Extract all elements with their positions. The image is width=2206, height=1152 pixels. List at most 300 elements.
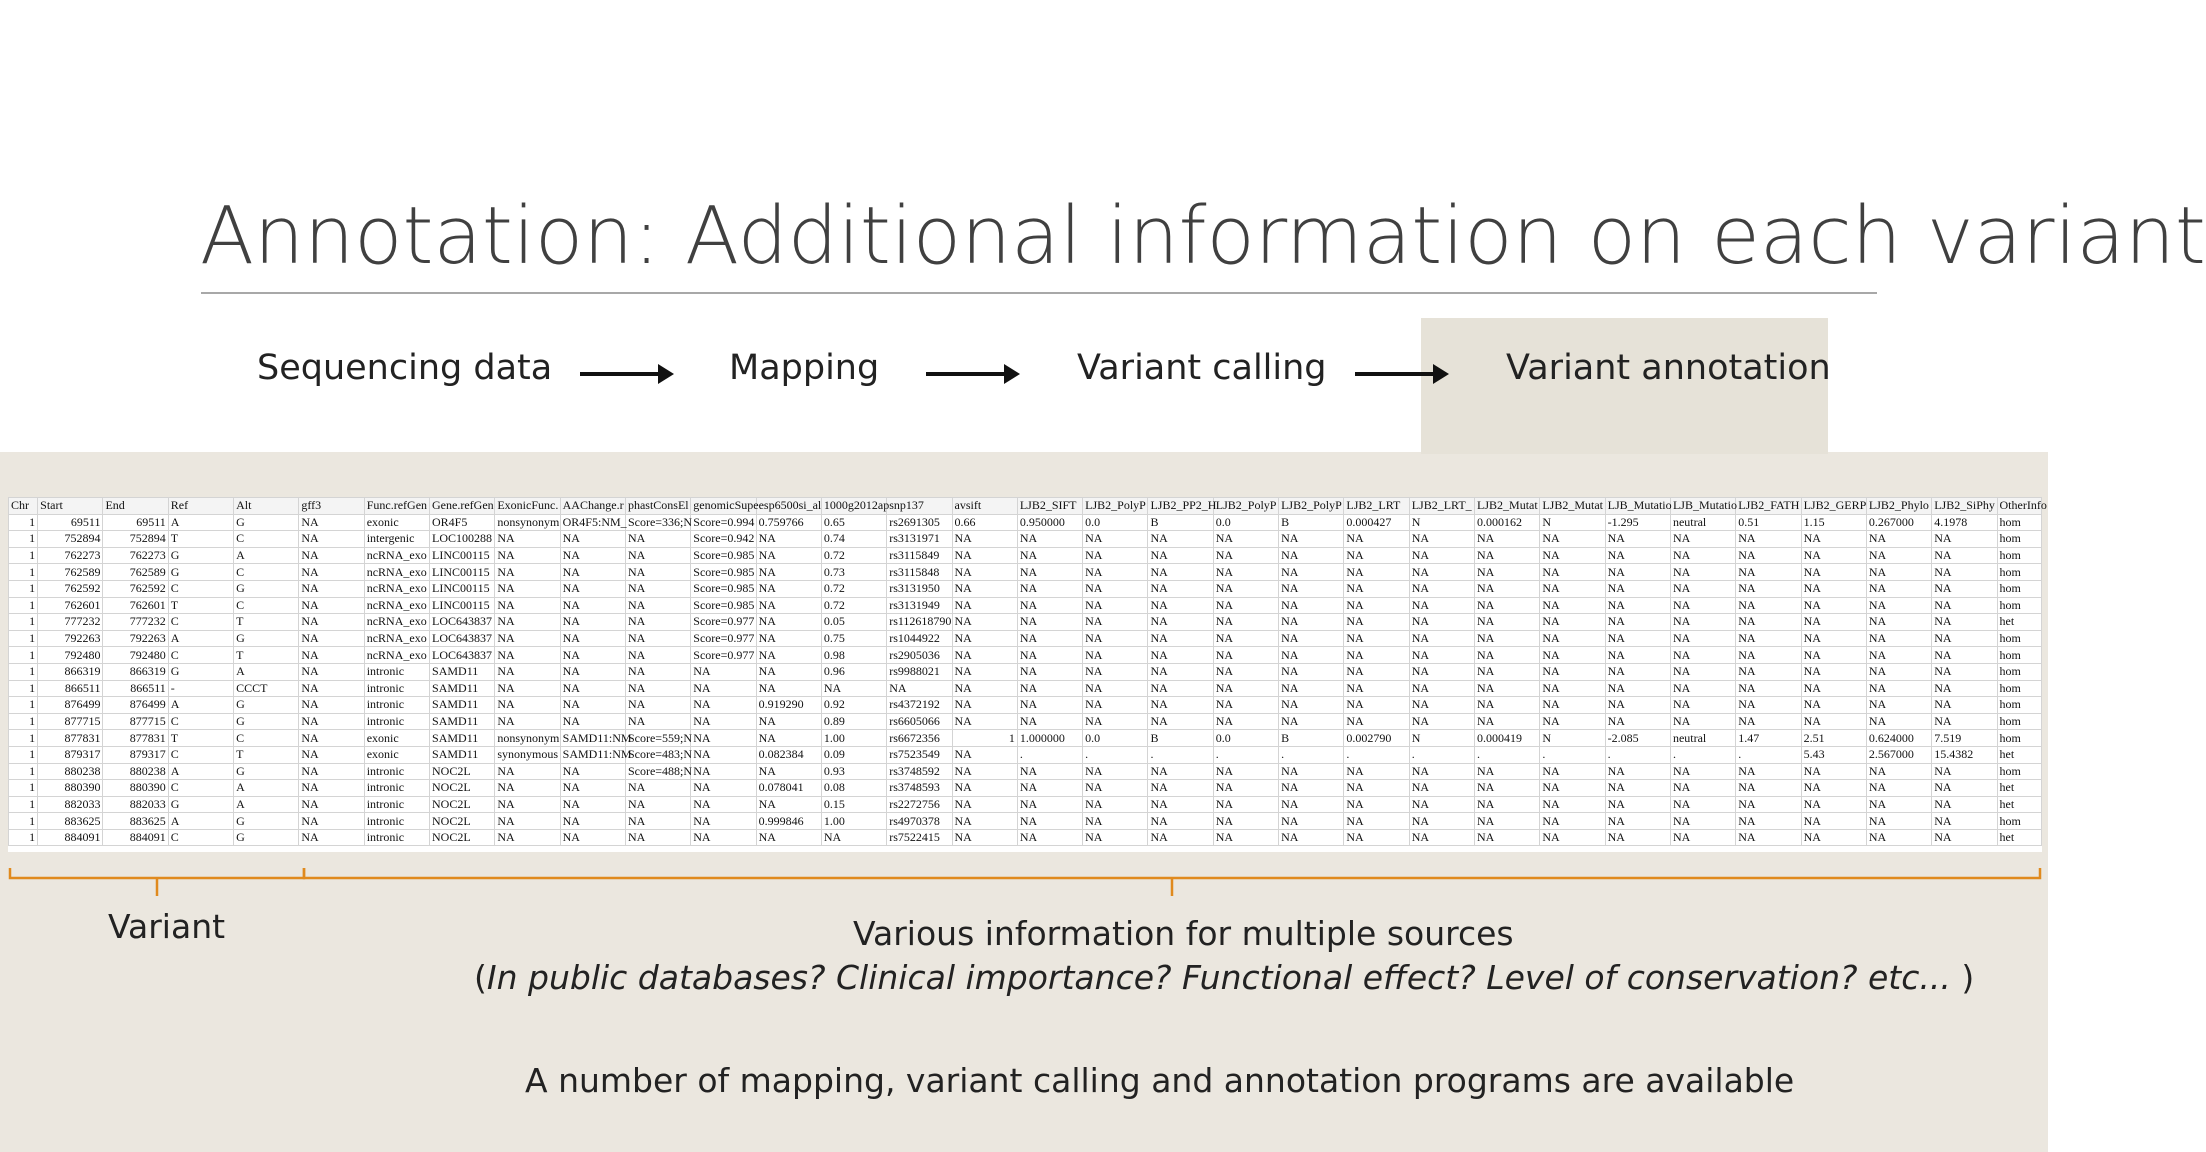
step-variant-calling: Variant calling bbox=[1077, 348, 1327, 388]
table-cell: intronic bbox=[364, 829, 429, 846]
table-cell: NA bbox=[1017, 697, 1082, 714]
table-cell: NA bbox=[952, 630, 1017, 647]
table-cell: NOC2L bbox=[430, 763, 495, 780]
table-cell: nonsynonym bbox=[495, 730, 560, 747]
table-cell: NA bbox=[1017, 763, 1082, 780]
table-cell: NA bbox=[495, 647, 560, 664]
table-cell: 0.65 bbox=[821, 514, 886, 531]
table-cell: NA bbox=[1148, 713, 1213, 730]
table-cell: T bbox=[234, 746, 299, 763]
table-cell: NA bbox=[1932, 763, 1997, 780]
table-cell: SAMD11 bbox=[430, 746, 495, 763]
table-cell: 877715 bbox=[103, 713, 168, 730]
table-cell: NA bbox=[1409, 763, 1474, 780]
table-cell: NA bbox=[1932, 647, 1997, 664]
table-cell: NA bbox=[560, 564, 625, 581]
table-cell: NA bbox=[756, 647, 821, 664]
table-cell: NA bbox=[1540, 564, 1605, 581]
table-cell: NA bbox=[1475, 547, 1540, 564]
table-cell: . bbox=[1670, 746, 1735, 763]
table-cell: rs4970378 bbox=[887, 813, 952, 830]
table-cell: NA bbox=[299, 746, 364, 763]
table-cell: NA bbox=[1344, 531, 1409, 548]
table-cell: NA bbox=[1801, 763, 1866, 780]
table-cell: NA bbox=[1083, 547, 1148, 564]
table-cell: G bbox=[168, 564, 233, 581]
table-cell: rs3748593 bbox=[887, 780, 952, 797]
table-cell: NA bbox=[1866, 547, 1931, 564]
table-cell: NA bbox=[1344, 597, 1409, 614]
table-cell: NA bbox=[625, 713, 690, 730]
table-cell: NA bbox=[1017, 713, 1082, 730]
column-header: snp137 bbox=[887, 498, 952, 515]
table-cell: NA bbox=[1409, 780, 1474, 797]
table-cell: NA bbox=[495, 680, 560, 697]
table-cell: NA bbox=[1213, 580, 1278, 597]
table-cell: NA bbox=[1344, 697, 1409, 714]
table-cell: NA bbox=[1083, 713, 1148, 730]
table-cell: NA bbox=[952, 564, 1017, 581]
table-cell: NA bbox=[1017, 796, 1082, 813]
table-cell: NA bbox=[1932, 680, 1997, 697]
table-cell: NA bbox=[1866, 531, 1931, 548]
table-cell: NA bbox=[1866, 780, 1931, 797]
table-cell: NA bbox=[756, 564, 821, 581]
table-cell: NA bbox=[1083, 630, 1148, 647]
table-cell: exonic bbox=[364, 746, 429, 763]
table-cell: rs2905036 bbox=[887, 647, 952, 664]
column-header: genomicSupe bbox=[691, 498, 756, 515]
table-cell: NA bbox=[299, 763, 364, 780]
table-cell: nonsynonym bbox=[495, 514, 560, 531]
table-cell: NA bbox=[1801, 829, 1866, 846]
table-cell: T bbox=[168, 730, 233, 747]
table-cell: NA bbox=[1344, 630, 1409, 647]
table-cell: NA bbox=[1932, 597, 1997, 614]
table-cell: NA bbox=[1409, 564, 1474, 581]
table-cell: 866319 bbox=[103, 663, 168, 680]
table-cell: NA bbox=[1475, 580, 1540, 597]
table-cell: NA bbox=[1866, 597, 1931, 614]
table-cell: ncRNA_exo bbox=[364, 564, 429, 581]
table-cell: NA bbox=[1083, 680, 1148, 697]
table-cell: NA bbox=[1213, 647, 1278, 664]
table-cell: NA bbox=[1213, 713, 1278, 730]
table-cell: NA bbox=[495, 630, 560, 647]
table-cell: NA bbox=[1736, 697, 1801, 714]
table-cell: SAMD11 bbox=[430, 713, 495, 730]
table-cell: G bbox=[234, 829, 299, 846]
table-cell: ncRNA_exo bbox=[364, 580, 429, 597]
table-cell: NA bbox=[1475, 713, 1540, 730]
table-cell: NA bbox=[691, 780, 756, 797]
table-cell: 884091 bbox=[38, 829, 103, 846]
table-cell: NA bbox=[299, 614, 364, 631]
table-cell: G bbox=[168, 663, 233, 680]
table-cell: 1 bbox=[9, 647, 38, 664]
table-cell: N bbox=[1409, 514, 1474, 531]
column-header: LJB_Mutatio bbox=[1670, 498, 1735, 515]
table-cell: LINC00115 bbox=[430, 547, 495, 564]
table-cell: intronic bbox=[364, 663, 429, 680]
table-cell: NA bbox=[1148, 531, 1213, 548]
table-cell: NA bbox=[1409, 663, 1474, 680]
step-mapping: Mapping bbox=[729, 348, 880, 388]
table-cell: 0.75 bbox=[821, 630, 886, 647]
column-header: OtherInfo bbox=[1997, 498, 2041, 515]
table-cell: . bbox=[1017, 746, 1082, 763]
table-cell: NOC2L bbox=[430, 829, 495, 846]
table-cell: G bbox=[234, 697, 299, 714]
table-cell: NA bbox=[1605, 614, 1670, 631]
table-row bbox=[9, 713, 2042, 730]
table-cell: NA bbox=[1670, 597, 1735, 614]
table-cell: NA bbox=[1344, 763, 1409, 780]
table-cell: 1 bbox=[9, 531, 38, 548]
table-cell: NA bbox=[1148, 680, 1213, 697]
table-cell: NA bbox=[625, 580, 690, 597]
table-cell: . bbox=[1605, 746, 1670, 763]
table-cell: NA bbox=[1801, 663, 1866, 680]
table-cell: C bbox=[234, 730, 299, 747]
table-cell: LINC00115 bbox=[430, 564, 495, 581]
table-cell: NA bbox=[1736, 796, 1801, 813]
table-cell: 0.66 bbox=[952, 514, 1017, 531]
table-cell: NA bbox=[1409, 597, 1474, 614]
table-cell: hom bbox=[1997, 514, 2041, 531]
table-cell: NA bbox=[1083, 663, 1148, 680]
table-cell: hom bbox=[1997, 531, 2041, 548]
table-cell: 4.1978 bbox=[1932, 514, 1997, 531]
table-cell: intronic bbox=[364, 813, 429, 830]
table-cell: NA bbox=[1801, 614, 1866, 631]
column-header: LJB2_LRT_ bbox=[1409, 498, 1474, 515]
table-cell: hom bbox=[1997, 663, 2041, 680]
table-cell: NA bbox=[952, 531, 1017, 548]
table-cell: Score=0.977 bbox=[691, 647, 756, 664]
table-cell: ncRNA_exo bbox=[364, 597, 429, 614]
table-cell: NA bbox=[1409, 630, 1474, 647]
table-cell: 1 bbox=[9, 763, 38, 780]
table-row bbox=[9, 514, 2042, 531]
table-cell: NA bbox=[1605, 697, 1670, 714]
table-cell: 882033 bbox=[38, 796, 103, 813]
table-cell: rs6672356 bbox=[887, 730, 952, 747]
table-cell: rs112618790 bbox=[887, 614, 952, 631]
table-cell: 1 bbox=[9, 630, 38, 647]
table-cell: C bbox=[168, 580, 233, 597]
table-cell: NA bbox=[495, 580, 560, 597]
table-cell: N bbox=[1540, 730, 1605, 747]
table-cell: exonic bbox=[364, 514, 429, 531]
table-cell: SAMD11 bbox=[430, 697, 495, 714]
table-cell: Score=0.942 bbox=[691, 531, 756, 548]
table-cell: NA bbox=[1279, 780, 1344, 797]
table-cell: NA bbox=[1409, 713, 1474, 730]
table-cell: NA bbox=[1475, 663, 1540, 680]
table-cell: rs7522415 bbox=[887, 829, 952, 846]
table-cell: NA bbox=[1801, 680, 1866, 697]
table-cell: NA bbox=[1213, 680, 1278, 697]
table-cell: 0.74 bbox=[821, 531, 886, 548]
table-cell: 0.000427 bbox=[1344, 514, 1409, 531]
table-cell: C bbox=[168, 647, 233, 664]
table-cell: NA bbox=[495, 663, 560, 680]
table-cell: NA bbox=[1148, 796, 1213, 813]
table-cell: NA bbox=[1148, 630, 1213, 647]
table-cell: NA bbox=[952, 763, 1017, 780]
table-cell: NA bbox=[1736, 780, 1801, 797]
table-cell: NA bbox=[1083, 580, 1148, 597]
arrow-right-icon bbox=[926, 364, 1020, 384]
table-cell: NA bbox=[625, 680, 690, 697]
table-cell: 5.43 bbox=[1801, 746, 1866, 763]
table-cell: 69511 bbox=[38, 514, 103, 531]
table-cell: NA bbox=[1083, 531, 1148, 548]
table-cell: 1 bbox=[9, 829, 38, 846]
table-cell: NA bbox=[1279, 580, 1344, 597]
table-cell: NA bbox=[1344, 680, 1409, 697]
table-cell: NA bbox=[1344, 647, 1409, 664]
table-cell: 879317 bbox=[103, 746, 168, 763]
table-cell: 0.96 bbox=[821, 663, 886, 680]
table-cell: NA bbox=[1213, 547, 1278, 564]
table-cell: NA bbox=[691, 713, 756, 730]
table-cell: NA bbox=[1017, 829, 1082, 846]
table-cell: B bbox=[1148, 514, 1213, 531]
table-cell: 0.759766 bbox=[756, 514, 821, 531]
table-cell: C bbox=[168, 713, 233, 730]
table-cell: NA bbox=[560, 763, 625, 780]
table-cell: NA bbox=[756, 680, 821, 697]
table-cell: NA bbox=[1605, 713, 1670, 730]
table-cell: 1 bbox=[9, 663, 38, 680]
table-cell: - bbox=[168, 680, 233, 697]
table-cell: NA bbox=[1801, 713, 1866, 730]
table-cell: NA bbox=[756, 796, 821, 813]
table-cell: NA bbox=[625, 564, 690, 581]
table-cell: NA bbox=[1213, 531, 1278, 548]
table-cell: G bbox=[168, 547, 233, 564]
table-cell: 752894 bbox=[38, 531, 103, 548]
table-cell: NA bbox=[952, 829, 1017, 846]
table-cell: T bbox=[234, 614, 299, 631]
table-cell: NA bbox=[625, 663, 690, 680]
table-row bbox=[9, 763, 2042, 780]
table-cell: 1 bbox=[9, 713, 38, 730]
table-cell: hom bbox=[1997, 580, 2041, 597]
table-cell: NA bbox=[1605, 813, 1670, 830]
table-cell: NA bbox=[1866, 813, 1931, 830]
table-cell: SAMD11 bbox=[430, 730, 495, 747]
table-cell: NA bbox=[1866, 713, 1931, 730]
table-cell: NA bbox=[887, 680, 952, 697]
table-cell: NA bbox=[560, 547, 625, 564]
table-cell: NA bbox=[1605, 680, 1670, 697]
table-cell: B bbox=[1279, 730, 1344, 747]
table-cell: NA bbox=[1670, 680, 1735, 697]
table-cell: intronic bbox=[364, 763, 429, 780]
table-cell: NA bbox=[1670, 564, 1735, 581]
table-cell: NA bbox=[1670, 580, 1735, 597]
table-cell: NA bbox=[1670, 829, 1735, 846]
table-cell: NA bbox=[1148, 697, 1213, 714]
table-cell: neutral bbox=[1670, 514, 1735, 531]
column-header: LJB2_FATH bbox=[1736, 498, 1801, 515]
table-cell: NA bbox=[299, 780, 364, 797]
table-cell: NA bbox=[691, 813, 756, 830]
table-cell: NA bbox=[756, 763, 821, 780]
slide-title: Annotation: Additional information on each variant bbox=[200, 190, 2206, 282]
table-cell: NA bbox=[756, 730, 821, 747]
table-cell: NA bbox=[1866, 697, 1931, 714]
table-cell: NA bbox=[1017, 663, 1082, 680]
table-cell: NA bbox=[1213, 697, 1278, 714]
table-cell: NA bbox=[1932, 564, 1997, 581]
column-header: LJB_Mutatio bbox=[1605, 498, 1670, 515]
table-cell: NA bbox=[1475, 564, 1540, 581]
column-header: LJB2_PolyP bbox=[1083, 498, 1148, 515]
table-cell: 0.92 bbox=[821, 697, 886, 714]
table-row bbox=[9, 730, 2042, 747]
table-cell: 880390 bbox=[38, 780, 103, 797]
table-cell: NA bbox=[625, 614, 690, 631]
table-cell: 69511 bbox=[103, 514, 168, 531]
table-cell: NA bbox=[1605, 531, 1670, 548]
table-cell: 792263 bbox=[38, 630, 103, 647]
table-cell: 2.567000 bbox=[1866, 746, 1931, 763]
table-cell: 0.72 bbox=[821, 580, 886, 597]
table-cell: intronic bbox=[364, 796, 429, 813]
table-cell: NA bbox=[691, 746, 756, 763]
table-cell: N bbox=[1540, 514, 1605, 531]
table-cell: NA bbox=[1475, 531, 1540, 548]
table-cell: NA bbox=[1670, 697, 1735, 714]
table-cell: NA bbox=[1344, 564, 1409, 581]
table-cell: . bbox=[1475, 746, 1540, 763]
table-cell: NA bbox=[625, 597, 690, 614]
table-cell: NA bbox=[1605, 597, 1670, 614]
table-cell: NA bbox=[560, 780, 625, 797]
table-cell: NA bbox=[1540, 597, 1605, 614]
table-cell: NA bbox=[952, 663, 1017, 680]
table-cell: 1 bbox=[9, 813, 38, 830]
column-header: LJB2_SIFT bbox=[1017, 498, 1082, 515]
table-cell: NA bbox=[1017, 531, 1082, 548]
table-cell: LINC00115 bbox=[430, 580, 495, 597]
table-cell: NA bbox=[952, 780, 1017, 797]
table-cell: 866511 bbox=[103, 680, 168, 697]
table-cell: NA bbox=[1801, 780, 1866, 797]
table-cell: rs2691305 bbox=[887, 514, 952, 531]
table-cell: Score=0.977 bbox=[691, 630, 756, 647]
table-cell: NA bbox=[1475, 780, 1540, 797]
column-header: avsift bbox=[952, 498, 1017, 515]
table-cell: NA bbox=[495, 547, 560, 564]
table-cell: NA bbox=[1736, 829, 1801, 846]
table-cell: . bbox=[1344, 746, 1409, 763]
table-cell: NA bbox=[1344, 796, 1409, 813]
table-cell: NA bbox=[952, 713, 1017, 730]
table-cell: 880390 bbox=[103, 780, 168, 797]
table-cell: NA bbox=[1540, 780, 1605, 797]
table-cell: NA bbox=[1932, 796, 1997, 813]
table-cell: NA bbox=[1540, 680, 1605, 697]
table-cell: intronic bbox=[364, 713, 429, 730]
table-cell: NA bbox=[1540, 547, 1605, 564]
table-cell: rs9988021 bbox=[887, 663, 952, 680]
table-cell: NA bbox=[1670, 713, 1735, 730]
table-cell: NA bbox=[1279, 547, 1344, 564]
table-cell: NA bbox=[1932, 813, 1997, 830]
table-cell: NA bbox=[1279, 614, 1344, 631]
table-cell: NA bbox=[299, 647, 364, 664]
table-cell: -1.295 bbox=[1605, 514, 1670, 531]
table-cell: NOC2L bbox=[430, 780, 495, 797]
table-cell: OR4F5 bbox=[430, 514, 495, 531]
table-cell: T bbox=[234, 647, 299, 664]
table-cell: 0.15 bbox=[821, 796, 886, 813]
table-cell: NA bbox=[495, 763, 560, 780]
table-cell: CCCT bbox=[234, 680, 299, 697]
arrow-right-icon bbox=[1355, 364, 1449, 384]
table-cell: NA bbox=[1083, 564, 1148, 581]
table-cell: LOC100288 bbox=[430, 531, 495, 548]
table-cell: NA bbox=[1540, 796, 1605, 813]
table-cell: NA bbox=[691, 829, 756, 846]
table-cell: neutral bbox=[1670, 730, 1735, 747]
table-cell: NA bbox=[691, 663, 756, 680]
table-cell: ncRNA_exo bbox=[364, 630, 429, 647]
table-cell: NA bbox=[560, 829, 625, 846]
table-cell: NA bbox=[1475, 697, 1540, 714]
table-cell: 777232 bbox=[38, 614, 103, 631]
table-cell: SAMD11:NM bbox=[560, 730, 625, 747]
table-cell: 792480 bbox=[103, 647, 168, 664]
table-cell: NA bbox=[1017, 680, 1082, 697]
table-cell: NA bbox=[560, 580, 625, 597]
table-cell: NA bbox=[1866, 663, 1931, 680]
table-cell: 1 bbox=[9, 547, 38, 564]
table-cell: NA bbox=[1540, 697, 1605, 714]
table-cell: 762589 bbox=[38, 564, 103, 581]
table-cell: NA bbox=[495, 531, 560, 548]
table-cell: NA bbox=[1017, 647, 1082, 664]
table-row bbox=[9, 780, 2042, 797]
table-cell: NA bbox=[560, 713, 625, 730]
table-cell: NA bbox=[1279, 663, 1344, 680]
table-cell: NA bbox=[1409, 580, 1474, 597]
table-cell: LOC643837 bbox=[430, 630, 495, 647]
table-row bbox=[9, 647, 2042, 664]
table-cell: rs2272756 bbox=[887, 796, 952, 813]
table-cell: 0.51 bbox=[1736, 514, 1801, 531]
table-cell: NA bbox=[1605, 647, 1670, 664]
table-cell: 762589 bbox=[103, 564, 168, 581]
table-cell: NA bbox=[952, 746, 1017, 763]
table-cell: NA bbox=[1475, 630, 1540, 647]
table-cell: NA bbox=[1344, 547, 1409, 564]
table-cell: NA bbox=[299, 580, 364, 597]
table-cell: rs3115849 bbox=[887, 547, 952, 564]
table-cell: C bbox=[168, 746, 233, 763]
table-cell: NA bbox=[299, 829, 364, 846]
table-cell: hom bbox=[1997, 597, 2041, 614]
step-sequencing-data: Sequencing data bbox=[257, 348, 553, 388]
table-cell: 762273 bbox=[38, 547, 103, 564]
table-cell: 762273 bbox=[103, 547, 168, 564]
table-cell: NA bbox=[1213, 796, 1278, 813]
